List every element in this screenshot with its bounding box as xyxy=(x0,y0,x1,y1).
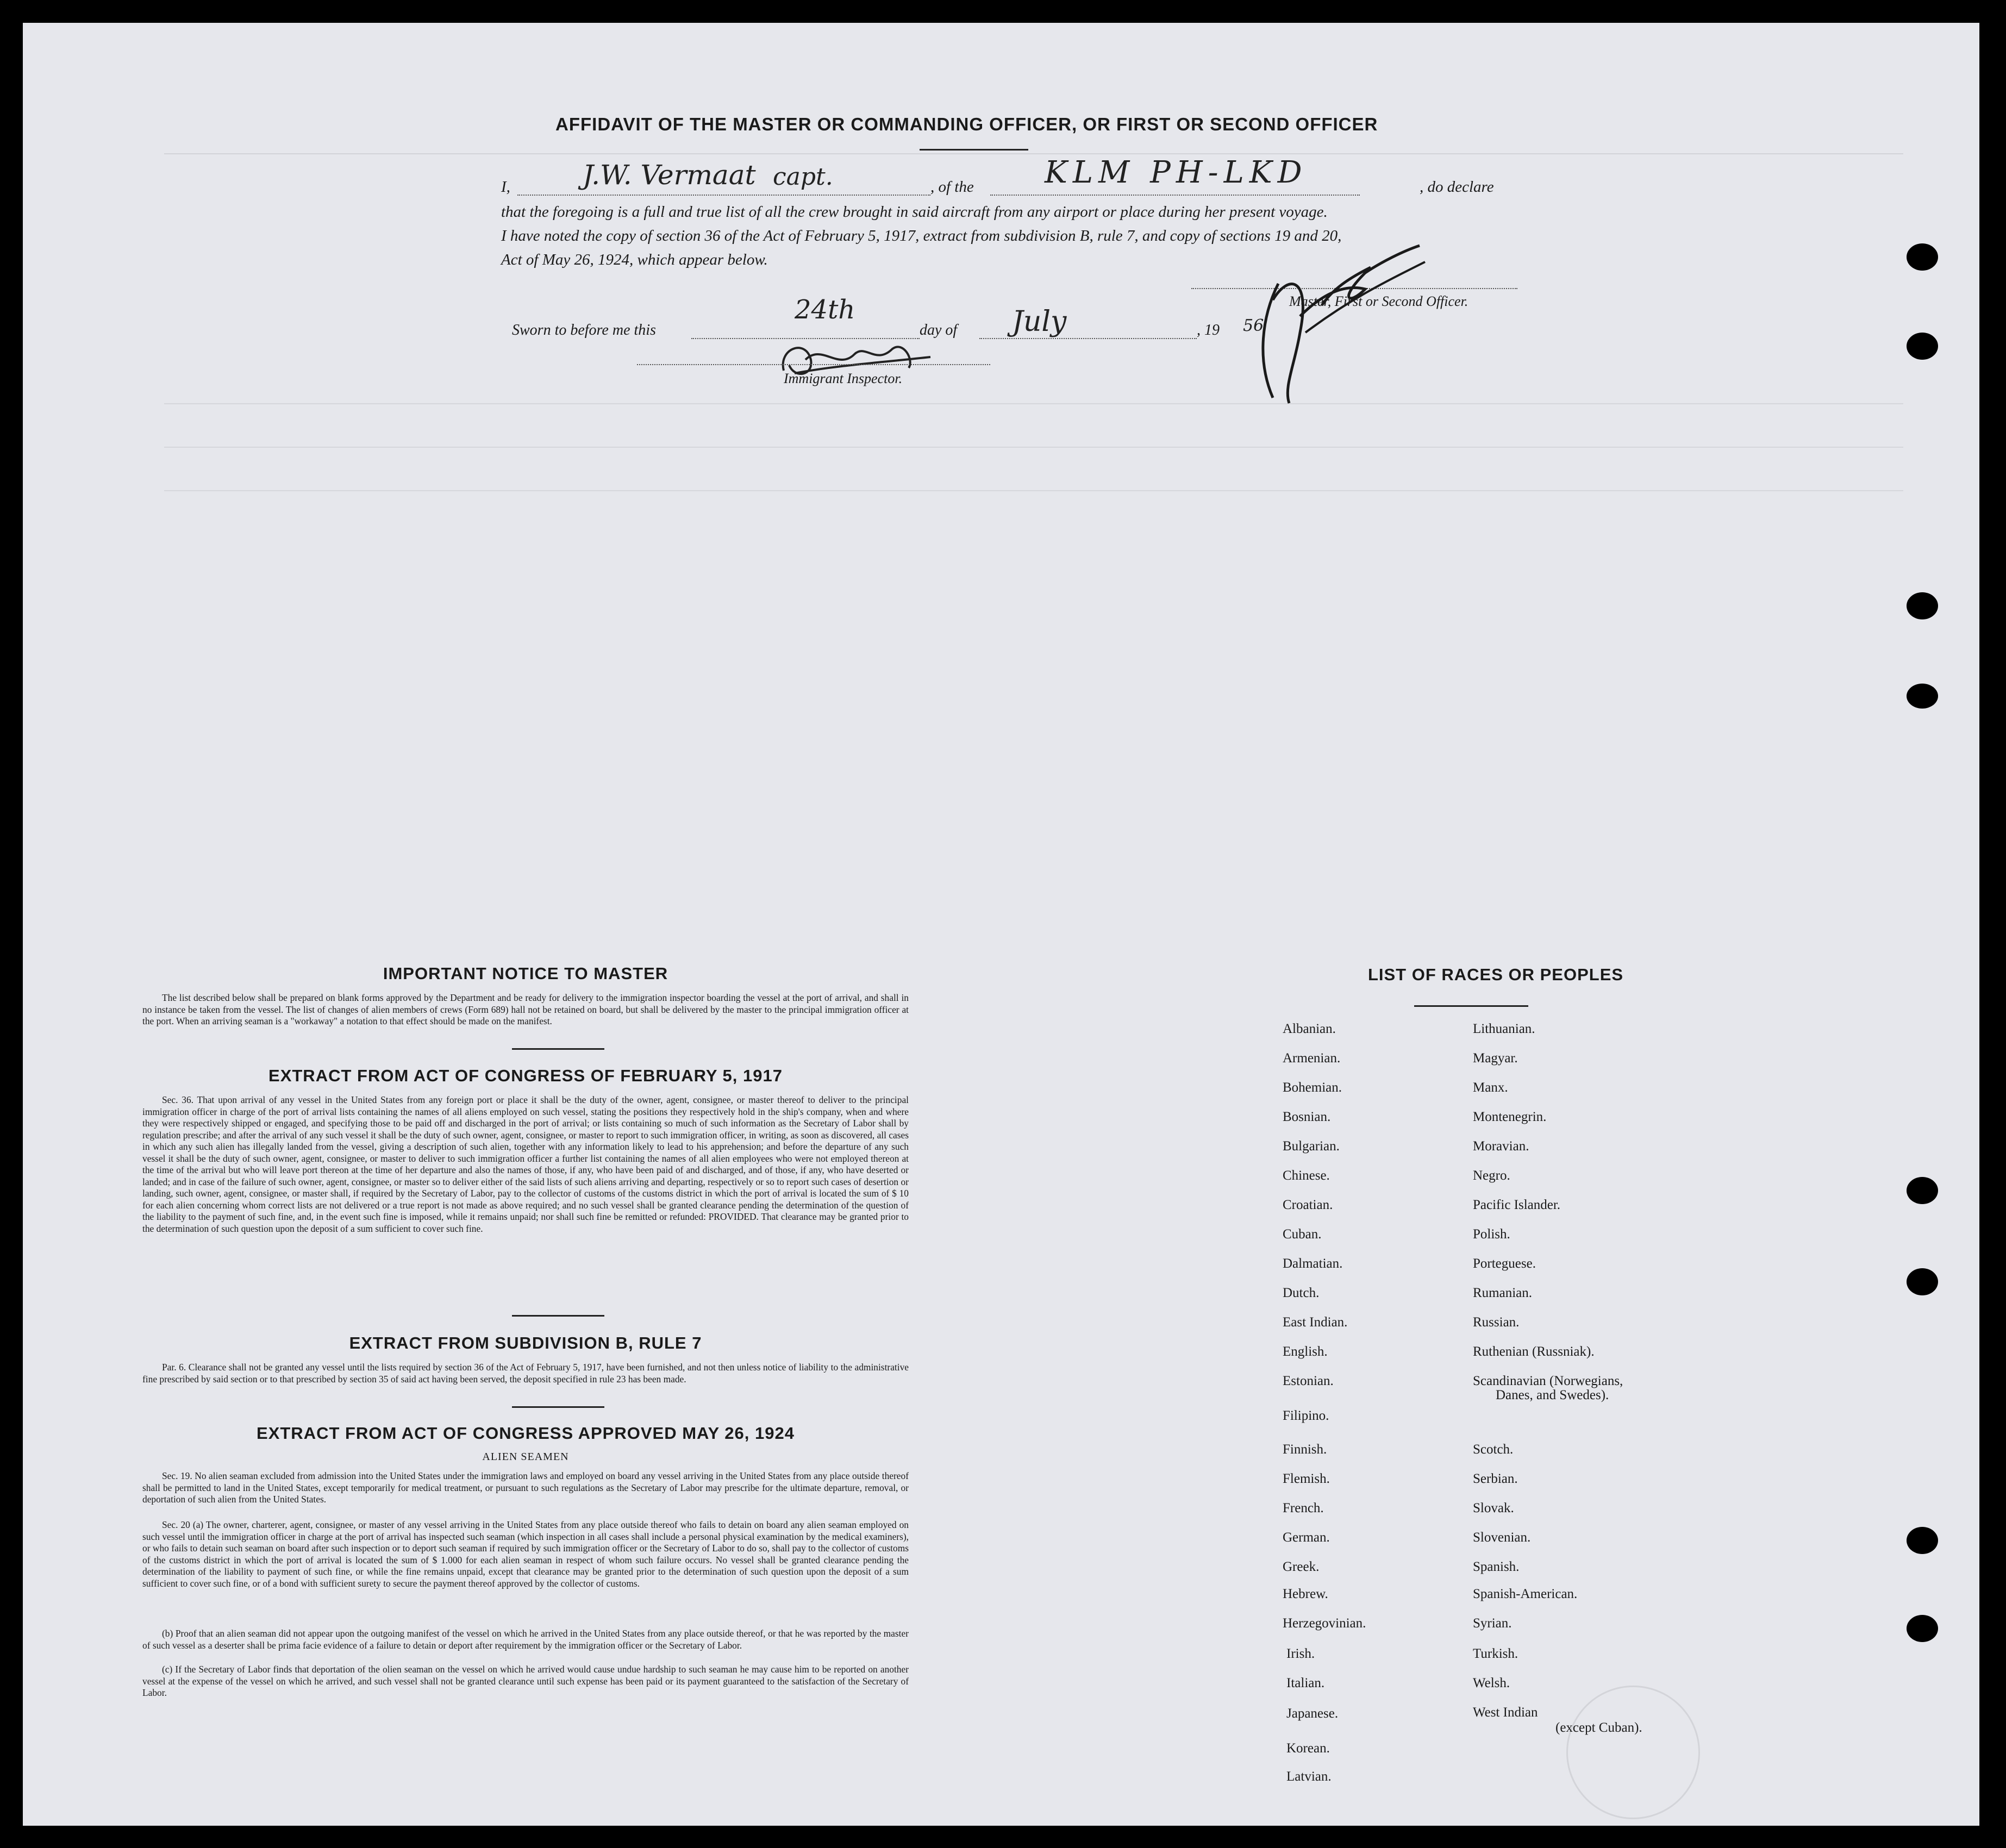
race-item: Magyar. xyxy=(1473,1051,1518,1066)
day-handwritten: 24th xyxy=(795,295,855,325)
extract-1917-body: Sec. 36. That upon arrival of any vessel in the United States from any foreign port or place it shall be the duty of the owner, agent, consignee, or master thereof to deliver to the principal immigration officer in charge of the port of arrival lists containing the names of all aliens employed on such vessel, stating the positions they respectively hold in the ship's company, when and where they were respectively shipped or engaged, and specifying those to be paid off and discharged in the port of arrival; or lists containing so much of such information as the Secretary of Labor shall by regulation prescribe; and after the arrival of any such vessel it shall be the duty of such owner, agent, consignee, or master to report to such immigration officer, in writing, as soon as discovered, all cases in which any such alien has illegally landed from the vessel, giving a description of such alien, together with any information likely to lead to his apprehension; and before the departure of any such vessel it shall be the duty of such owner, agent, consignee, or master to deliver to such immigration officer a further list containing the names of all alien employees who were not employed thereon at the time of the arrival but who will leave port thereon at the time of her departure and also the names of those, if any, who have been paid of and discharged, and of those, if any, who have deserted or landed; and in case of the failure of such owner, agent, consignee, or master so to deliver either of the said lists of such aliens arriving and departing, respectively or so to report such cases of desertion or landing, such owner, agent, consignee, or master shall, if required by the Secretary of Labor, pay to the collector of customs of the customs district in which the port of arrival is located the sum of $ 10 for each alien concerning whom correct lists are not delivered or a true report is not made as above required; and no such vessel shall be granted clearance pending the determination of the question of the liability to the payment of such fine, and, in the event such fine is imposed, while it remains unpaid; nor shall such fine be remitted or refunded: PROVIDED. That clearance may be granted prior to the determination of such question upon the deposit of a sum sufficient to cover such fine. xyxy=(142,1094,909,1234)
race-item: Spanish-American. xyxy=(1473,1587,1578,1601)
race-item: Slovenian. xyxy=(1473,1530,1531,1545)
notice-title: IMPORTANT NOTICE TO MASTER xyxy=(383,964,668,983)
race-item: (except Cuban). xyxy=(1555,1720,1642,1735)
show-through-rule xyxy=(164,490,1903,491)
i-label: I, xyxy=(501,178,510,196)
race-item: Herzegovinian. xyxy=(1283,1616,1366,1631)
punch-hole xyxy=(1907,684,1938,709)
race-item: Chinese. xyxy=(1283,1168,1330,1183)
races-title-rule xyxy=(1414,1005,1528,1007)
race-item: Latvian. xyxy=(1286,1769,1332,1784)
race-item: Bohemian. xyxy=(1283,1080,1342,1095)
race-item: Flemish. xyxy=(1283,1471,1330,1486)
race-item: Japanese. xyxy=(1286,1706,1339,1721)
race-item: Cuban. xyxy=(1283,1227,1322,1242)
race-item: Syrian. xyxy=(1473,1616,1512,1631)
do-declare-label: , do declare xyxy=(1420,178,1494,196)
race-item: Hebrew. xyxy=(1283,1587,1328,1601)
race-item: Manx. xyxy=(1473,1080,1508,1095)
race-item: Scotch. xyxy=(1473,1442,1514,1457)
sec-20b-text: (b) Proof that an alien seaman did not appear upon the outgoing manifest of the vessel on which he arrived in the United States from any place outside thereof, or that he was reported by the master of such vessel as a deserter shall be prima facie evidence of a failure to detain or deport after requirement by the immigration officer or the Secretary of Labor. xyxy=(142,1628,909,1651)
month-handwritten: July xyxy=(1012,305,1067,338)
extract-1917-title: EXTRACT FROM ACT OF CONGRESS OF FEBRUARY 5, 1917 xyxy=(268,1066,783,1085)
affidavit-title-rule xyxy=(920,149,1028,151)
race-item: Polish. xyxy=(1473,1227,1510,1242)
race-item: Lithuanian. xyxy=(1473,1022,1535,1036)
year-prefix-label: , 19 xyxy=(1197,322,1220,339)
race-item: Turkish. xyxy=(1473,1646,1518,1661)
race-item: Rumanian. xyxy=(1473,1286,1533,1300)
master-name-handwritten: J.W. Vermaat xyxy=(583,159,756,191)
affidavit-line-3: I have noted the copy of section 36 of the Act of February 5, 1917, extract from subdivision B, rule 7, and copy of sections 19 and 20, xyxy=(501,227,1342,245)
year-handwritten: 56 xyxy=(1243,316,1264,335)
punch-hole xyxy=(1907,1268,1938,1295)
race-item: Korean. xyxy=(1286,1741,1330,1756)
affidavit-title: AFFIDAVIT OF THE MASTER OR COMMANDING OFFICER, OR FIRST OR SECOND OFFICER xyxy=(555,114,1378,134)
document-sheet xyxy=(23,23,1979,1826)
race-item: Greek. xyxy=(1283,1559,1320,1574)
race-item: Pacific Islander. xyxy=(1473,1198,1561,1212)
race-item: Bulgarian. xyxy=(1283,1139,1340,1154)
race-item: Armenian. xyxy=(1283,1051,1341,1066)
punch-hole xyxy=(1907,1177,1938,1204)
race-item: Serbian. xyxy=(1473,1471,1518,1486)
show-through-rule xyxy=(164,447,1903,448)
aircraft-dotted-line xyxy=(990,195,1360,196)
extract-rule7-rule xyxy=(512,1406,604,1408)
master-signature xyxy=(1240,240,1447,419)
inspector-label: Immigrant Inspector. xyxy=(784,371,903,386)
race-item: Croatian. xyxy=(1283,1198,1333,1212)
race-item: Slovak. xyxy=(1473,1501,1514,1515)
show-through-rule xyxy=(164,153,1903,154)
races-title: LIST OF RACES OR PEOPLES xyxy=(1367,965,1624,984)
race-item: Welsh. xyxy=(1473,1676,1510,1690)
month-dotted-line xyxy=(979,338,1197,339)
master-rank-handwritten: capt. xyxy=(773,163,833,191)
alien-seamen-subtitle: ALIEN SEAMEN xyxy=(482,1451,569,1463)
name-dotted-line xyxy=(517,195,930,196)
race-item: Bosnian. xyxy=(1283,1110,1331,1124)
punch-hole xyxy=(1907,1615,1938,1642)
race-item: Porteguese. xyxy=(1473,1256,1536,1271)
race-item: Ruthenian (Russniak). xyxy=(1473,1344,1595,1359)
race-item: Danes, and Swedes). xyxy=(1496,1388,1609,1402)
sec-20a-text: Sec. 20 (a) The owner, charterer, agent, consignee, or master of any vessel arriving in the United States from any place outside thereof who fails to detain on board any alien seaman employed on such vessel until the immigration officer in charge at the port of arrival has inspected such seaman (which inspection in all cases shall include a personal physical examination by the medical examiners), or who fails to detain such seaman on board after such inspection or to deport such seaman if required by such immigration officer or the Secretary of Labor to do so, shall pay to the collector of customs of the customs district in which the port of arrival is located the sum of $ 1.000 for each alien seaman in respect of whom such failure occurs. No vessel shall be granted clearance pending the determination of the liability to payment of such fine, or while the fine remains unpaid, except that clearance may be granted prior to the determination of such question upon the deposit of a sum sufficient to cover such fine, or of a bond with sufficient surety to secure the payment thereof approved by the collector of customs. xyxy=(142,1519,909,1589)
race-item: German. xyxy=(1283,1530,1330,1545)
inspector-dotted-line xyxy=(637,364,990,365)
extract-1924-title: EXTRACT FROM ACT OF CONGRESS APPROVED MAY 26, 1924 xyxy=(257,1424,795,1443)
punch-hole xyxy=(1907,592,1938,619)
notice-body: The list described below shall be prepared on blank forms approved by the Department and be ready for delivery to the immigration inspector boarding the vessel at the port of arrival, and shall in no instance be taken from the vessel. The list of changes of alien members of crews (Form 689) hall not be retained on board, but shall be delivered by the master to the principal immigration officer at the port. When an arriving seaman is a "workaway" a notation to that effect should be made on the manifest. xyxy=(142,992,909,1026)
race-item: Montenegrin. xyxy=(1473,1110,1547,1124)
race-item: Irish. xyxy=(1286,1646,1315,1661)
race-item: Russian. xyxy=(1473,1315,1520,1330)
affidavit-line-4: Act of May 26, 1924, which appear below. xyxy=(501,251,768,268)
aircraft-handwritten: KLM PH-LKD xyxy=(1045,155,1308,190)
race-item: Moravian. xyxy=(1473,1139,1529,1154)
race-item: Spanish. xyxy=(1473,1559,1520,1574)
race-item: Filipino. xyxy=(1283,1408,1329,1423)
race-item: West Indian xyxy=(1473,1705,1538,1720)
race-item: Scandinavian (Norwegians, xyxy=(1473,1374,1623,1388)
punch-hole xyxy=(1907,1527,1938,1554)
race-item: Italian. xyxy=(1286,1676,1325,1690)
affidavit-line-2: that the foregoing is a full and true list of all the crew brought in said aircraft from any airport or place during her present voyage. xyxy=(501,203,1328,221)
of-the-label: , of the xyxy=(930,178,974,196)
sec-20c-text: (c) If the Secretary of Labor finds that deportation of the olien seaman on the vessel on which he arrived would cause undue hardship to such seaman he may cause him to be reported on another vessel at the expense of the vessel on which he arrived, and such vessel shall not be granted clearance until such expense has been paid or its payment guaranteed to the satisfaction of the Secretary of Labor. xyxy=(142,1664,909,1698)
sworn-label: Sworn to before me this xyxy=(512,322,656,339)
race-item: English. xyxy=(1283,1344,1328,1359)
race-item: Dalmatian. xyxy=(1283,1256,1343,1271)
sec-19-text: Sec. 19. No alien seaman excluded from admission into the United States under the immigration laws and employed on board any vessel arriving in the United States from any place outside thereof shall be permitted to land in the United States, except temporarily for medical treatment, or pursuant to such regulations as the Secretary of Labor may prescribe for the ultimate departure, removal, or deportation of such alien from the United States. xyxy=(142,1470,909,1505)
race-item: French. xyxy=(1283,1501,1324,1515)
race-item: East Indian. xyxy=(1283,1315,1348,1330)
signature-label: Master, First or Second Officer. xyxy=(1289,293,1468,309)
race-item: Albanian. xyxy=(1283,1022,1336,1036)
extract-rule7-title: EXTRACT FROM SUBDIVISION B, RULE 7 xyxy=(349,1333,702,1352)
punch-hole xyxy=(1907,243,1938,271)
extract-rule7-body: Par. 6. Clearance shall not be granted any vessel until the lists required by section 36 of the Act of February 5, 1917, have been furnished, and not then unless notice of liability to the administrative fine prescribed by said section or to that prescribed by section 35 of said act having been served, the deposit specified in rule 23 has been made. xyxy=(142,1362,909,1385)
punch-hole xyxy=(1907,333,1938,360)
race-item: Finnish. xyxy=(1283,1442,1327,1457)
extract-1917-rule xyxy=(512,1315,604,1317)
notice-rule xyxy=(512,1048,604,1050)
race-item: Estonian. xyxy=(1283,1374,1334,1388)
seal-stamp xyxy=(1566,1686,1700,1819)
day-of-label: day of xyxy=(920,322,958,339)
show-through-rule xyxy=(164,403,1903,404)
race-item: Negro. xyxy=(1473,1168,1510,1183)
race-item: Dutch. xyxy=(1283,1286,1320,1300)
